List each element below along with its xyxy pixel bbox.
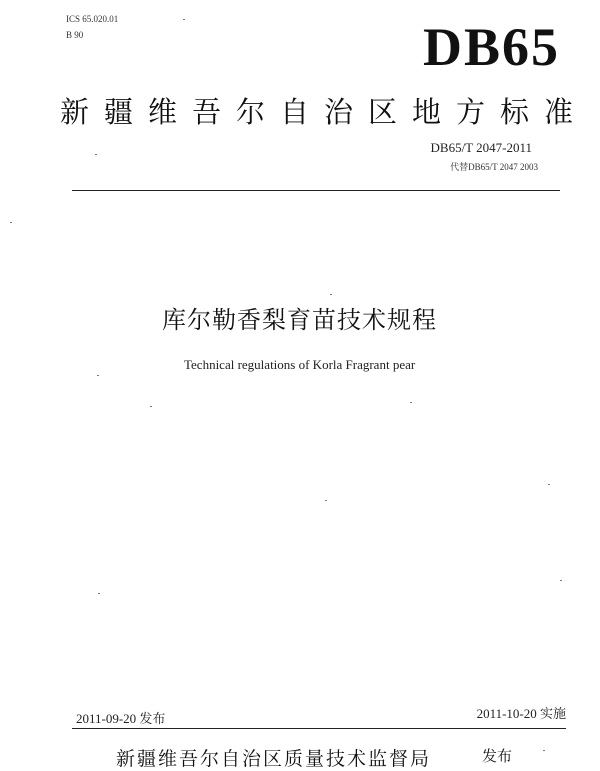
- bottom-divider: [72, 728, 566, 729]
- standard-number: DB65/T 2047-2011: [430, 140, 532, 155]
- scan-speck: [543, 750, 545, 751]
- scan-speck: [150, 406, 152, 407]
- issuing-authority-suffix: 发布: [482, 747, 513, 765]
- standard-type-heading: 新疆维吾尔自治区地方标准: [60, 95, 589, 129]
- scan-speck: [97, 375, 99, 376]
- scan-speck: [95, 154, 97, 155]
- scan-speck: [560, 580, 562, 581]
- scan-speck: [548, 484, 550, 485]
- document-title-chinese: 库尔勒香梨育苗技术规程: [162, 306, 437, 334]
- scan-speck: [330, 294, 332, 295]
- document-title-english: Technical regulations of Korla Fragrant pear: [184, 357, 416, 372]
- standard-code-mark: DB65: [422, 17, 560, 77]
- ics-code: ICS 65.020.01: [66, 14, 119, 24]
- implementation-date: 2011-10-20 实施: [476, 706, 566, 721]
- scan-speck: [410, 402, 412, 403]
- issue-date: 2011-09-20 发布: [76, 711, 166, 726]
- scan-speck: [98, 593, 100, 594]
- scan-speck: [183, 19, 185, 20]
- replaces-note: 代替DB65/T 2047 2003: [450, 162, 538, 172]
- scan-speck: [10, 222, 12, 223]
- ccs-code: B 90: [66, 30, 84, 40]
- scan-speck: [325, 500, 327, 501]
- issuing-authority: 新疆维吾尔自治区质量技术监督局: [116, 748, 432, 770]
- top-divider: [72, 190, 560, 191]
